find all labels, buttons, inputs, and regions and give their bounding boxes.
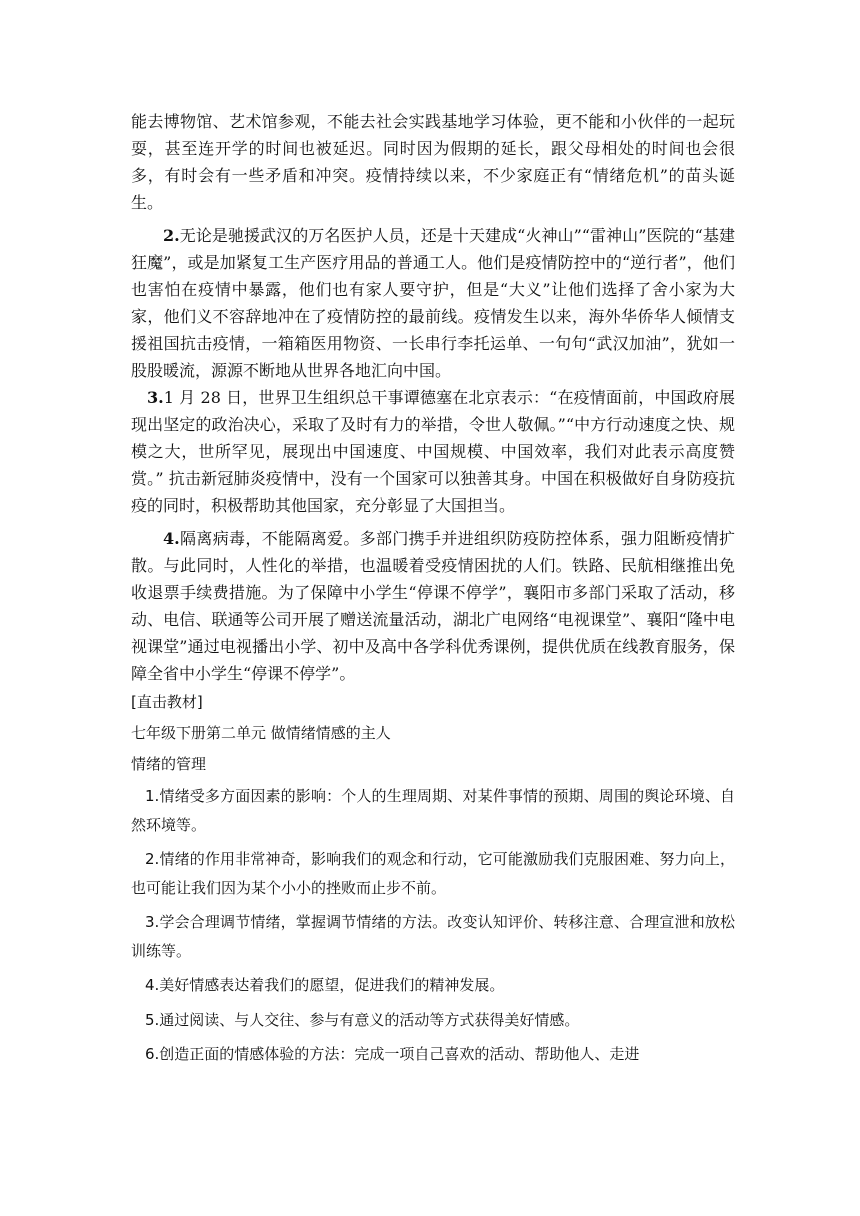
textbook-item-4: 4.美好情感表达着我们的愿望，促进我们的精神发展。 xyxy=(145,976,505,994)
textbook-item-1: 1.情绪受多方面因素的影响：个人的生理周期、对某件事情的预期、周围的舆论环境、自然环境等。 xyxy=(131,787,735,834)
paragraph-4-text: 隔离病毒，不能隔离爱。多部门携手并进组织防疫防控体系，强力阻断疫情扩散。与此同时，人性化的举措，也温暖着受疫情困扰的人们。铁路、民航相继推出免收退票手续费措施。为了保障中小学生“停课不停学”，襄阳市多部门采取了活动，移动、电信、联通等公司开展了赠送流量活动，湖北广电网络“电视课堂”、襄阳“隆中电视课堂”通过电视播出小学、初中及高中各学科优秀课例，提供优质在线教育服务，保障全省中小学生“停课不停学”。 xyxy=(131,529,735,683)
paragraph-4-number: 4. xyxy=(163,529,180,548)
paragraph-3-number: 3. xyxy=(147,388,164,407)
document-body xyxy=(131,108,735,1069)
textbook-item-2: 2.情绪的作用非常神奇，影响我们的观念和行动，它可能激励我们克服困难、努力向上，也可能让我们因为某个小小的挫败而止步不前。 xyxy=(131,850,735,897)
textbook-section: 情绪的管理 xyxy=(131,755,207,773)
paragraph-4 xyxy=(131,525,735,687)
paragraph-3-text: 1 月 28 日，世界卫生组织总干事谭德塞在北京表示：“在疫情面前，中国政府展现出坚定的政治决心，采取了及时有力的举措，令世人敬佩。”“中方行动速度之快、规模之大，世所罕见，展现出中国速度、中国规模、中国效率，我们对此表示高度赞赏。” 抗击新冠肺炎疫情中，没有一个国家可以独善其身。中国在积极做好自身防疫抗疫的同时，积极帮助其他国家，充分彰显了大国担当。 xyxy=(131,388,735,515)
paragraph-3 xyxy=(131,384,735,519)
textbook-unit: 七年级下册第二单元 做情绪情感的主人 xyxy=(131,724,391,742)
textbook-item-3: 3.学会合理调节情绪，掌握调节情绪的方法。改变认知评价、转移注意、合理宣泄和放松训练等。 xyxy=(131,913,735,960)
paragraph-2-number: 2. xyxy=(163,226,180,245)
textbook-heading: [直击教材] xyxy=(131,693,203,711)
textbook-item-6: 6.创造正面的情感体验的方法：完成一项自己喜欢的活动、帮助他人、走进 xyxy=(145,1045,640,1063)
paragraph-2 xyxy=(131,222,735,384)
paragraph-2-text: 无论是驰援武汉的万名医护人员，还是十天建成“火神山”“雷神山”医院的“基建狂魔”，或是加紧复工生产医疗用品的普通工人。他们是疫情防控中的“逆行者”，他们也害怕在疫情中暴露，他们也有家人要守护，但是“大义”让他们选择了舍小家为大家，他们义不容辞地冲在了疫情防控的最前线。疫情发生以来，海外华侨华人倾情支援祖国抗击疫情，一箱箱医用物资、一长串行李托运单、一句句“武汉加油”，犹如一股股暖流，源源不断地从世界各地汇向中国。 xyxy=(131,226,735,380)
intro-paragraph: 能去博物馆、艺术馆参观，不能去社会实践基地学习体验，更不能和小伙伴的一起玩耍，甚至连开学的时间也被延迟。同时因为假期的延长，跟父母相处的时间也会很多，有时会有一些矛盾和冲突。疫情持续以来，不少家庭正有“情绪危机”的苗头诞生。 xyxy=(131,112,735,212)
textbook-item-5: 5.通过阅读、与人交往、参与有意义的活动等方式获得美好情感。 xyxy=(145,1010,580,1029)
